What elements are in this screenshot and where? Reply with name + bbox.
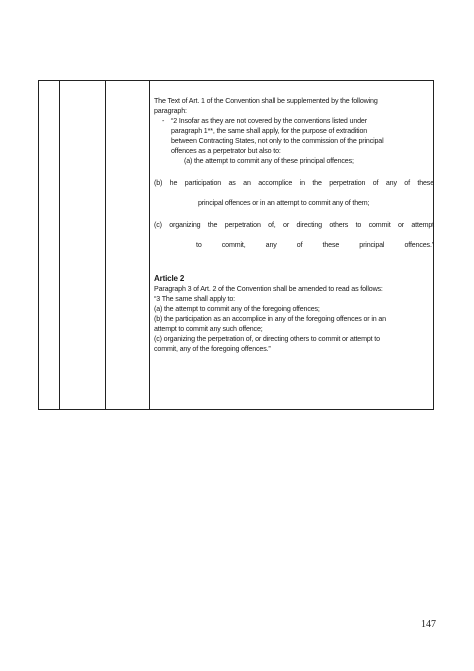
quote-line: paragraph 1**, the same shall apply, for the purpose of extradition <box>171 127 368 135</box>
list-item-a: (a) the attempt to commit any of the foregoing offences; <box>154 305 320 313</box>
article-text: Paragraph 3 of Art. 2 of the Convention shall be amended to read as follows: <box>154 285 383 293</box>
list-item-line: principal offences or in an attempt to commit any of them; <box>198 199 370 207</box>
list-item-b <box>154 178 434 208</box>
list-item-c <box>154 220 434 250</box>
intro-text: The Text of Art. 1 of the Convention shall be supplemented by the following <box>154 97 378 105</box>
quote-line: “2 Insofar as they are not covered by the conventions listed under <box>171 117 367 125</box>
list-item-line: attempt to commit any such offence; <box>154 325 263 333</box>
table-column-divider <box>105 81 106 409</box>
article-text: “3 The same shall apply to: <box>154 295 235 303</box>
page-number: 147 <box>421 619 436 630</box>
table-cell-text <box>154 96 434 354</box>
list-item-c: (c) organizing the perpetration of, or directing others to commit or attempt to <box>154 335 380 343</box>
quoted-paragraph <box>162 116 434 156</box>
list-item-line: commit, any of the foregoing offences.” <box>154 345 271 353</box>
intro-text: paragraph: <box>154 107 187 115</box>
table-column-divider <box>149 81 150 409</box>
list-item-line: (c) organizing the perpetration of, or directing others to commit or attempt <box>154 221 434 229</box>
article-2 <box>154 274 434 354</box>
article-heading: Article 2 <box>154 274 185 283</box>
quote-line: offences as a perpetrator but also to: <box>171 147 281 155</box>
list-item-b: (b) the participation as an accomplice in any of the foregoing offences or in an <box>154 315 386 323</box>
list-item-line: to commit, any of these principal offences.” <box>196 241 434 249</box>
bullet-marker: - <box>162 117 165 125</box>
table-border-left <box>38 81 39 409</box>
quote-line: between Contracting States, not only to the commission of the principal <box>171 137 384 145</box>
table-column-divider <box>59 81 60 409</box>
list-item-line: (b) he participation as an accomplice in the perpetration of any of these <box>154 179 434 187</box>
list-item-a: (a) the attempt to commit any of these principal offences; <box>184 157 354 165</box>
